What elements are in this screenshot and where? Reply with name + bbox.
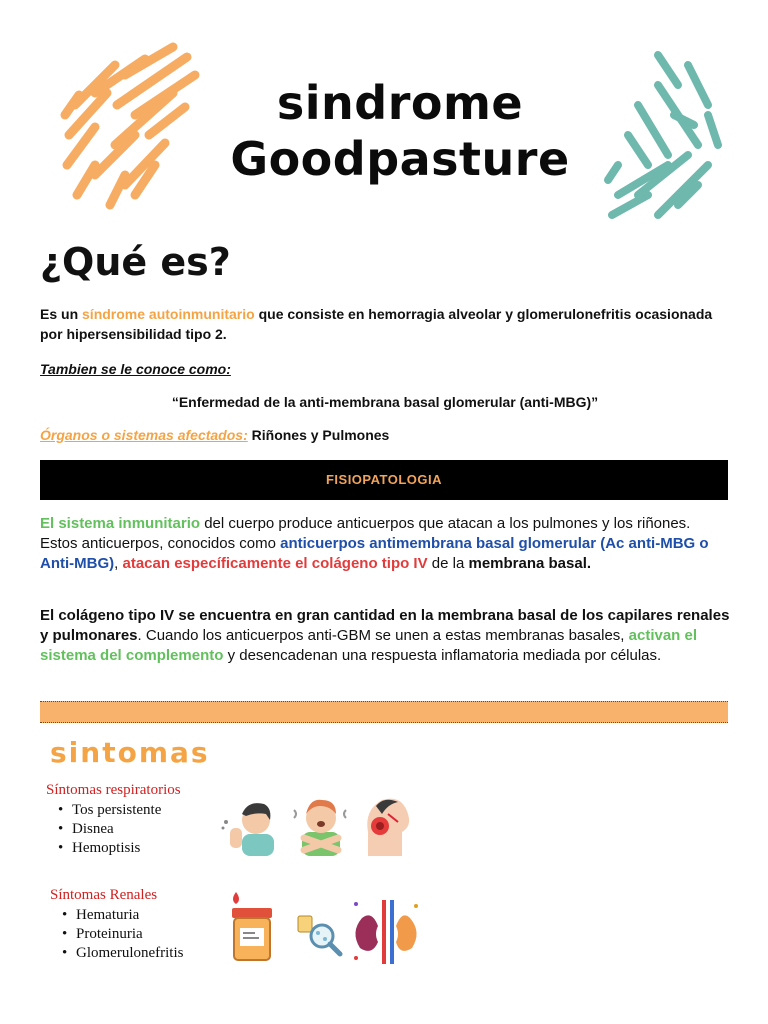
microscope-test-icon — [296, 914, 344, 958]
throat-blood-icon — [358, 792, 418, 856]
organs-line — [40, 425, 730, 445]
section-heading-sintomas: sintomas — [50, 736, 210, 769]
kidney-icon — [350, 896, 422, 966]
list-item: • Hemoptisis — [58, 839, 161, 858]
fisiopatologia-banner: FISIOPATOLOGIA — [40, 460, 728, 500]
definition-paragraph: Es un síndrome autoinmunitario que consiste en hemorragia alveolar y glomerulonefritis ocasionada por hipersensibilidad tipo 2. — [40, 306, 713, 342]
list-item: • Tos persistente — [58, 801, 161, 820]
respiratory-symptoms-list — [58, 801, 161, 858]
list-item: • Hematuria — [62, 906, 183, 925]
section-heading-que-es: ¿Qué es? — [40, 240, 231, 284]
organs-label: Órganos o sistemas afectados: — [40, 427, 248, 443]
fisiopatologia-paragraph-1: El sistema inmunitario del cuerpo produce anticuerpos que atacan a los pulmones y los riñones. Estos anticuerpos, conocidos como anticuerpos antimembrana basal glomerular (Ac anti-MBG o Anti-MBG), atacan específicamente el colágeno tipo IV de la membrana basal. — [40, 515, 709, 572]
highlight-autoinmunitario: síndrome autoinmunitario — [82, 306, 255, 322]
alternate-name-quote: “Enfermedad de la anti-membrana basal glomerular (anti-MBG)” — [171, 394, 599, 410]
list-item: • Glomerulonefritis — [62, 944, 183, 963]
respiratory-symptoms-label: Síntomas respiratorios — [46, 782, 181, 798]
coughing-person-icon — [220, 794, 280, 856]
renal-symptoms-label: Síntomas Renales — [50, 887, 158, 903]
urine-sample-icon — [226, 890, 276, 962]
page-title-line1: sindrome — [276, 76, 524, 130]
also-known-label: Tambien se le conoce como: — [40, 361, 231, 377]
page-title-line2: Goodpasture — [230, 132, 570, 186]
organs-value: Riñones y Pulmones — [247, 427, 390, 443]
section-divider — [40, 701, 728, 723]
breathless-person-icon — [290, 792, 352, 856]
renal-symptoms-list — [62, 906, 183, 963]
orange-swirl-decoration-icon — [55, 35, 205, 220]
teal-swirl-decoration-icon — [598, 45, 728, 225]
fisiopatologia-paragraph-2: El colágeno tipo IV se encuentra en gran cantidad en la membrana basal de los capilares renales y pulmonares. Cuando los anticuerpos anti-GBM se unen a estas membranas basales, activan el sistema del complemento y desencadenan una respuesta inflamatoria mediada por células. — [40, 607, 730, 664]
list-item: • Disnea — [58, 820, 161, 839]
list-item: • Proteinuria — [62, 925, 183, 944]
